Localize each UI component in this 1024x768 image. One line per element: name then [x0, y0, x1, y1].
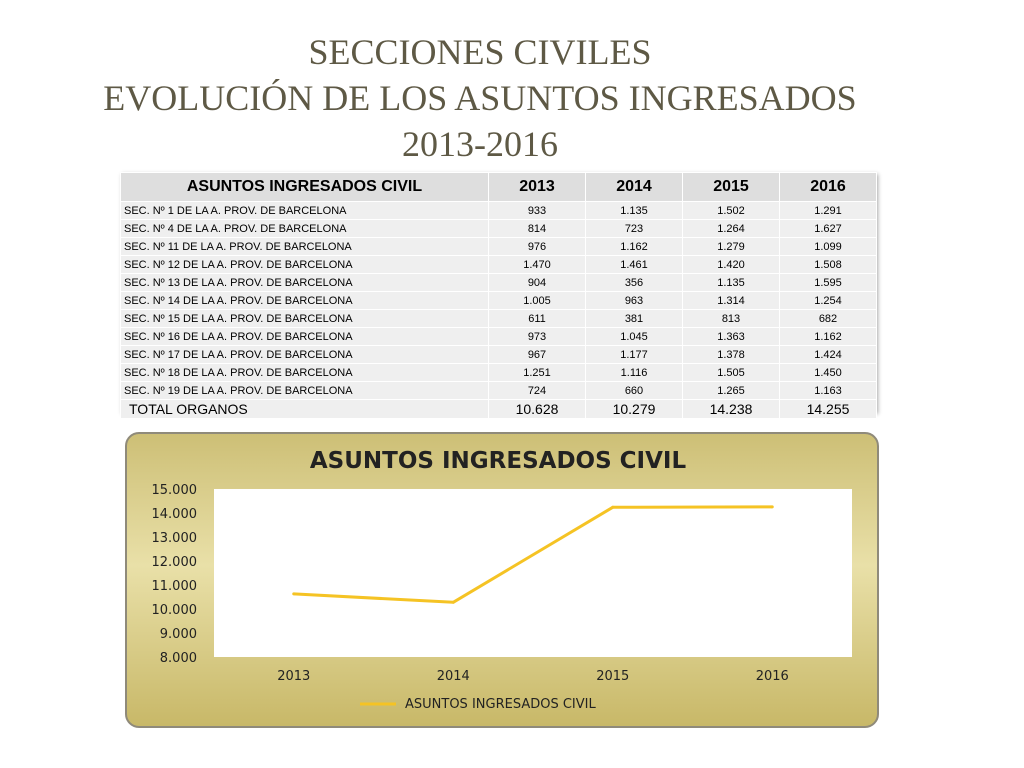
- row-label: SEC. Nº 18 DE LA A. PROV. DE BARCELONA: [121, 364, 489, 382]
- page-title-line-1: SECCIONES CIVILES: [308, 32, 652, 72]
- row-label: SEC. Nº 4 DE LA A. PROV. DE BARCELONA: [121, 220, 489, 238]
- y-tick-label: 8.000: [159, 651, 197, 666]
- y-tick-label: 11.000: [151, 579, 197, 594]
- row-value: 381: [586, 310, 683, 328]
- row-value: 1.505: [683, 364, 780, 382]
- row-value: 1.378: [683, 346, 780, 364]
- row-value: 963: [586, 292, 683, 310]
- row-value: 1.508: [780, 256, 877, 274]
- x-tick-label: 2013: [277, 669, 311, 684]
- row-value: 660: [586, 382, 683, 400]
- row-value: 904: [489, 274, 586, 292]
- row-value: 1.264: [683, 220, 780, 238]
- y-tick-label: 12.000: [151, 555, 197, 570]
- row-value: 611: [489, 310, 586, 328]
- total-value: 14.238: [683, 400, 780, 419]
- x-tick-label: 2014: [436, 669, 470, 684]
- x-tick-label: 2015: [596, 669, 630, 684]
- page-title-line-2: EVOLUCIÓN DE LOS ASUNTOS INGRESADOS: [103, 78, 857, 118]
- row-value: 973: [489, 328, 586, 346]
- row-value: 1.314: [683, 292, 780, 310]
- row-value: 1.254: [780, 292, 877, 310]
- row-label: SEC. Nº 11 DE LA A. PROV. DE BARCELONA: [121, 238, 489, 256]
- header-year: 2016: [780, 173, 877, 202]
- row-value: 1.265: [683, 382, 780, 400]
- row-value: 1.461: [586, 256, 683, 274]
- row-value: 1.502: [683, 202, 780, 220]
- data-point: [611, 506, 614, 509]
- total-value: 10.628: [489, 400, 586, 419]
- header-year: 2015: [683, 173, 780, 202]
- row-value: 1.291: [780, 202, 877, 220]
- page-title-line-3: 2013-2016: [402, 124, 558, 164]
- row-value: 1.363: [683, 328, 780, 346]
- row-value: 723: [586, 220, 683, 238]
- row-value: 682: [780, 310, 877, 328]
- y-tick-label: 15.000: [151, 483, 197, 498]
- row-value: 1.162: [780, 328, 877, 346]
- row-label: SEC. Nº 13 DE LA A. PROV. DE BARCELONA: [121, 274, 489, 292]
- row-value: 1.162: [586, 238, 683, 256]
- row-value: 1.099: [780, 238, 877, 256]
- header-year: 2013: [489, 173, 586, 202]
- row-value: 933: [489, 202, 586, 220]
- y-tick-label: 9.000: [159, 627, 197, 642]
- row-label: SEC. Nº 16 DE LA A. PROV. DE BARCELONA: [121, 328, 489, 346]
- data-point: [771, 505, 774, 508]
- header-label: ASUNTOS INGRESADOS CIVIL: [121, 173, 489, 202]
- legend-label: ASUNTOS INGRESADOS CIVIL: [405, 697, 596, 712]
- row-label: SEC. Nº 15 DE LA A. PROV. DE BARCELONA: [121, 310, 489, 328]
- y-tick-label: 10.000: [151, 603, 197, 618]
- data-point: [292, 592, 295, 595]
- row-value: 814: [489, 220, 586, 238]
- row-value: 1.424: [780, 346, 877, 364]
- row-value: 1.135: [683, 274, 780, 292]
- row-value: 813: [683, 310, 780, 328]
- data-point: [452, 601, 455, 604]
- row-value: 1.135: [586, 202, 683, 220]
- row-value: 1.450: [780, 364, 877, 382]
- row-value: 1.005: [489, 292, 586, 310]
- plot-area: [214, 489, 852, 657]
- total-value: 10.279: [586, 400, 683, 419]
- x-tick-label: 2016: [755, 669, 789, 684]
- row-value: 1.163: [780, 382, 877, 400]
- row-label: SEC. Nº 14 DE LA A. PROV. DE BARCELONA: [121, 292, 489, 310]
- row-label: SEC. Nº 17 DE LA A. PROV. DE BARCELONA: [121, 346, 489, 364]
- row-value: 1.116: [586, 364, 683, 382]
- row-value: 356: [586, 274, 683, 292]
- row-value: 976: [489, 238, 586, 256]
- row-value: 1.470: [489, 256, 586, 274]
- row-value: 1.045: [586, 328, 683, 346]
- row-value: 724: [489, 382, 586, 400]
- chart-title: ASUNTOS INGRESADOS CIVIL: [309, 448, 687, 474]
- y-tick-label: 14.000: [151, 507, 197, 522]
- total-label: TOTAL ORGANOS: [121, 400, 489, 419]
- row-value: 1.420: [683, 256, 780, 274]
- row-value: 1.251: [489, 364, 586, 382]
- total-value: 14.255: [780, 400, 877, 419]
- row-value: 1.177: [586, 346, 683, 364]
- header-year: 2014: [586, 173, 683, 202]
- row-value: 1.595: [780, 274, 877, 292]
- row-value: 967: [489, 346, 586, 364]
- row-value: 1.627: [780, 220, 877, 238]
- y-tick-label: 13.000: [151, 531, 197, 546]
- row-label: SEC. Nº 12 DE LA A. PROV. DE BARCELONA: [121, 256, 489, 274]
- row-label: SEC. Nº 19 DE LA A. PROV. DE BARCELONA: [121, 382, 489, 400]
- row-label: SEC. Nº 1 DE LA A. PROV. DE BARCELONA: [121, 202, 489, 220]
- row-value: 1.279: [683, 238, 780, 256]
